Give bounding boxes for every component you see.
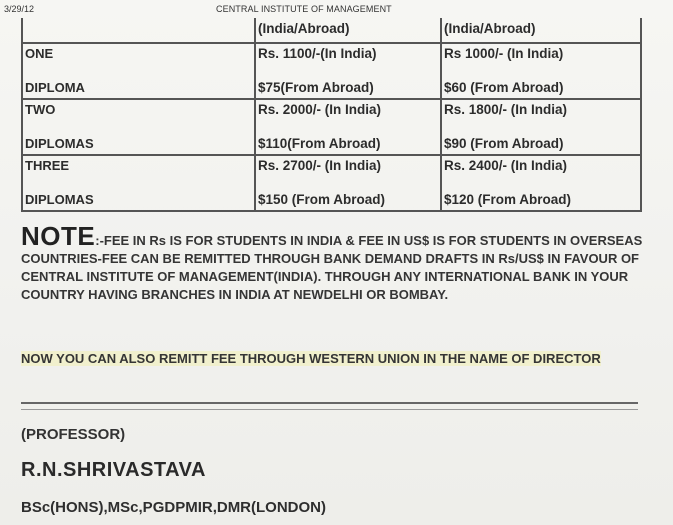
fee-table-col3-cell <box>442 100 636 154</box>
page-header-title: CENTRAL INSTITUTE OF MANAGEMENT <box>216 4 392 14</box>
fee-table-row <box>23 42 640 98</box>
fee-abroad-text: $60 (From Abroad) <box>444 80 564 95</box>
fee-table-header-col2-text: (India/Abroad) <box>258 21 350 36</box>
diploma-count-label: TWO <box>25 102 56 117</box>
fee-table-header-cell-col3 <box>442 18 636 42</box>
fee-india-text: Rs. 2700/- (In India) <box>258 158 382 173</box>
note-text: :-FEE IN Rs IS FOR STUDENTS IN INDIA & FEE IN US$ IS FOR STUDENTS IN OVERSEAS COUNTRIES-FEE CAN BE REMITTED THROUGH BANK DEMAND DRAFTS IN Rs/US$ IN FAVOUR OF CENTRAL INSTITUTE OF MANAGEMENT(INDIA). THROUGH ANY INTERNATIONAL BANK IN YOUR COUNTRY HAVING BRANCHES IN INDIA AT NEWDELHI OR BOMBAY. <box>21 233 643 302</box>
fee-india-text: Rs 1000/- (In India) <box>444 46 564 61</box>
signatory-title: (PROFESSOR) <box>21 426 126 443</box>
fee-table-col3-cell <box>442 44 636 98</box>
fee-table-label-cell <box>23 44 256 98</box>
fee-note <box>21 221 646 304</box>
fee-table-col2-cell <box>256 156 442 210</box>
signatory-degrees: BSc(HONS),MSc,PGDPMIR,DMR(LONDON) <box>21 499 327 516</box>
fee-table <box>21 18 642 212</box>
fee-table-col3-cell <box>442 156 636 210</box>
signatory-name: R.N.SHRIVASTAVA <box>21 459 206 481</box>
fee-table-header-cell-col2 <box>256 18 442 42</box>
note-heading: NOTE <box>21 221 96 251</box>
diploma-word-label: DIPLOMA <box>25 80 85 95</box>
fee-table-col2-cell <box>256 100 442 154</box>
fee-india-text: Rs. 2000/- (In India) <box>258 102 382 117</box>
fee-abroad-text: $75(From Abroad) <box>258 80 374 95</box>
divider-line <box>21 402 638 404</box>
print-date: 3/29/12 <box>4 4 35 14</box>
western-union-text: NOW YOU CAN ALSO REMITT FEE THROUGH WESTERN UNION IN THE NAME OF DIRECTOR <box>21 351 601 366</box>
fee-abroad-text: $150 (From Abroad) <box>258 192 386 207</box>
fee-table-label-cell <box>23 100 256 154</box>
diploma-count-label: ONE <box>25 46 54 61</box>
fee-table-row <box>23 154 640 210</box>
diploma-word-label: DIPLOMAS <box>25 136 94 151</box>
fee-table-col2-cell <box>256 44 442 98</box>
fee-table-header-col3-text: (India/Abroad) <box>444 21 536 36</box>
fee-india-text: Rs. 2400/- (In India) <box>444 158 568 173</box>
divider-line-thin <box>21 409 638 410</box>
fee-abroad-text: $110(From Abroad) <box>258 136 381 151</box>
western-union-notice <box>21 350 646 367</box>
fee-table-header-cell-label <box>23 18 256 42</box>
fee-table-label-cell <box>23 156 256 210</box>
fee-abroad-text: $120 (From Abroad) <box>444 192 572 207</box>
fee-table-header-row <box>23 18 640 42</box>
fee-india-text: Rs. 1800/- (In India) <box>444 102 568 117</box>
fee-abroad-text: $90 (From Abroad) <box>444 136 564 151</box>
diploma-word-label: DIPLOMAS <box>25 192 94 207</box>
fee-table-row <box>23 98 640 154</box>
fee-india-text: Rs. 1100/-(In India) <box>258 46 377 61</box>
diploma-count-label: THREE <box>25 158 70 173</box>
